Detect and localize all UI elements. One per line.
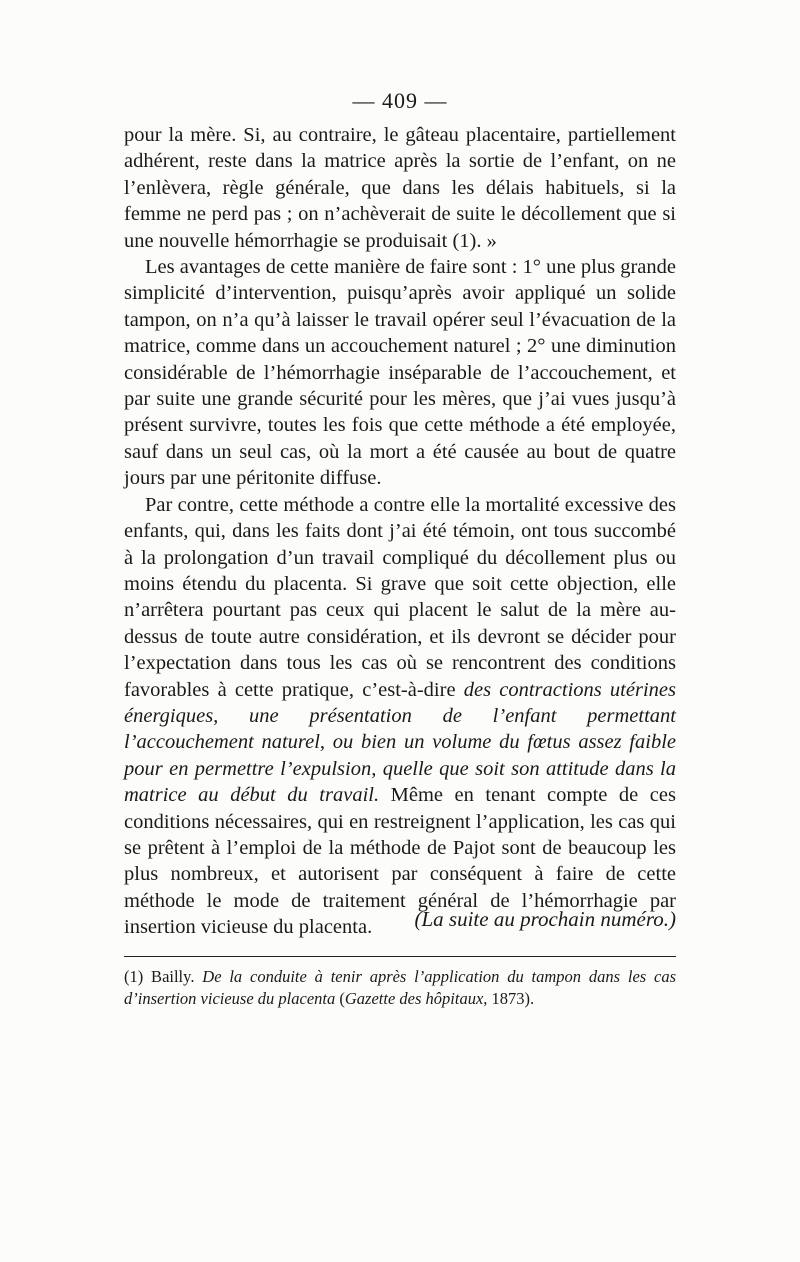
footnote-divider xyxy=(124,956,676,957)
paragraph-1 xyxy=(124,122,676,254)
paragraph-1-text: pour la mère. Si, au contraire, le gâteau placentaire, partiellement adhérent, reste dans la matrice après la sortie de l’enfant, on ne l’enlèvera, règle générale, que dans les délais habituels, si la femme ne perd pas ; on n’achèverait de suite le décollement que si une nouvelle hémorrhagie se produisait (1). » xyxy=(124,124,676,252)
paragraph-3 xyxy=(124,492,676,941)
footnote-year: , 1873). xyxy=(483,989,535,1008)
footnote-paren-open: ( xyxy=(335,989,345,1008)
paragraph-3-text-b: Même en tenant compte de ces conditions nécessaires, qui en restreignent l’application, les cas qui se prêtent à l’emploi de la méthode de Pajot sont de beaucoup les plus nombreux, et autorisent par conséquent à faire de cette méthode le mode de traitement général de l’hémorrhagie par insertion vicieuse du placenta. xyxy=(124,784,676,939)
footnote-journal: Gazette des hôpitaux xyxy=(344,989,484,1008)
page-number: — 409 — xyxy=(352,88,448,113)
footnote-title: De la conduite à tenir après l’application du tampon dans les cas d’insertion vicieuse du placenta xyxy=(124,967,677,1008)
footnote-marker-author: (1) Bailly. xyxy=(124,967,203,986)
paragraph-2 xyxy=(124,254,676,492)
paragraph-3-text-a: Par contre, cette méthode a contre elle la mortalité excessive des enfants, qui, dans les faits dont j’ai été témoin, ont tous succombé à la prolongation d’un travail compliqué du décollement plus ou moins étendu du placenta. Si grave que soit cette objection, elle n’arrêtera pourtant pas ceux qui placent le salut de la mère au-dessus de toute autre considération, et ils devront se décider pour l’expectation dans tous les cas où se rencontrent des conditions favorables à cette pratique, c’est-à-dire xyxy=(124,493,676,701)
paragraph-3-italic-passage: des contractions utérines énergiques, une présentation de l’enfant permettant l’accouchement naturel, ou bien un volume du fœtus assez faible pour en permettre l’expulsion, quelle que soit son attitude dans la matrice au début du travail. xyxy=(124,678,676,807)
continuation-note: (La suite au prochain numéro.) xyxy=(414,907,676,931)
paragraph-2-text: Les avantages de cette manière de faire sont : 1° une plus grande simplicité d’intervention, puisqu’après avoir appliqué un solide tampon, on n’a qu’à laisser le travail opérer seul l’évacuation de la matrice, comme dans un accouchement naturel ; 2° une diminution considérable de l’hémorrhagie inséparable de l’accouchement, et par suite une grande sécurité pour les mères, que j’ai vues jusqu’à présent survivre, toutes les fois que cette méthode a été employée, sauf dans un seul cas, où la mort a été causée au bout de quatre jours par une péritonite diffuse. xyxy=(124,256,676,490)
footnote xyxy=(124,966,676,1010)
body-text xyxy=(124,122,676,941)
